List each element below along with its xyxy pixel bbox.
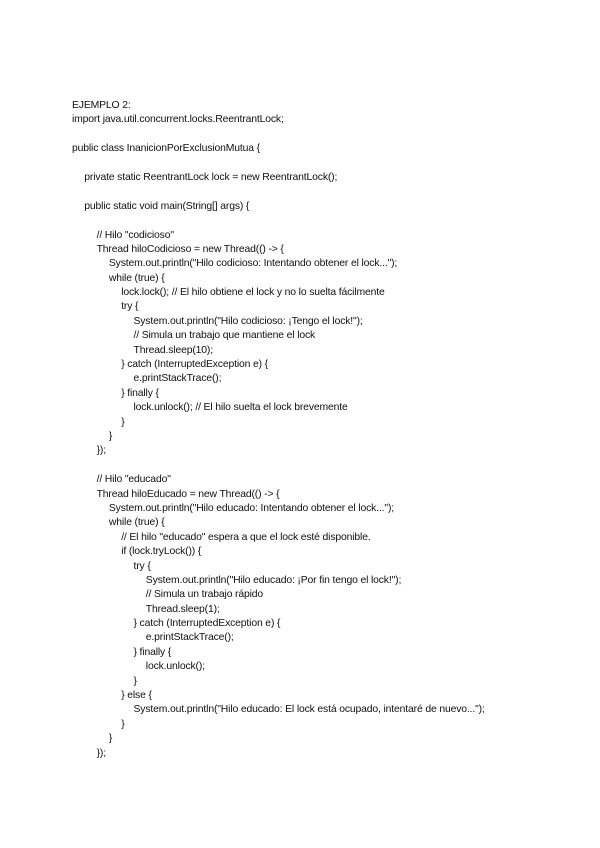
code-line: try { [121, 301, 139, 313]
code-line: System.out.println("Hilo codicioso: ¡Tengo el lock!"); [133, 315, 363, 327]
code-line: } catch (InterruptedException e) { [121, 359, 268, 371]
code-listing [72, 99, 592, 761]
code-line: try { [133, 560, 151, 572]
code-line: import java.util.concurrent.locks.ReentrantLock; [72, 114, 284, 126]
code-line: } finally { [121, 387, 159, 399]
code-line: // El hilo "educado" espera a que el lock esté disponible. [121, 531, 371, 543]
code-line: // Hilo "educado" [96, 474, 171, 486]
code-line: if (lock.tryLock()) { [121, 546, 202, 558]
code-line: // Simula un trabajo rápido [145, 589, 264, 601]
blank-line [72, 128, 592, 142]
code-line: } finally { [133, 646, 172, 658]
code-line: } [108, 430, 113, 442]
blank-line [72, 185, 592, 199]
code-line: System.out.println("Hilo educado: Intentando obtener el lock..."); [108, 502, 395, 514]
code-line: lock.unlock(); // El hilo suelta el lock brevemente [133, 402, 348, 414]
code-line: lock.unlock(); [145, 661, 205, 673]
code-line: System.out.println("Hilo educado: ¡Por fin tengo el lock!"); [145, 574, 402, 586]
code-line: } [108, 733, 113, 745]
code-line: public static void main(String[] args) { [84, 200, 250, 212]
code-line: lock.lock(); // El hilo obtiene el lock y no lo suelta fácilmente [121, 287, 385, 299]
code-line: } else { [121, 690, 152, 702]
code-line: }); [96, 747, 106, 759]
code-line: Thread.sleep(1); [145, 603, 220, 615]
code-line: Thread.sleep(10); [133, 344, 213, 356]
code-line: Thread hiloEducado = new Thread(() -> { [96, 488, 280, 500]
blank-line [72, 214, 592, 228]
code-line: // Hilo "codicioso" [96, 229, 174, 241]
code-line: public class InanicionPorExclusionMutua { [72, 143, 260, 155]
code-line: } [133, 675, 137, 687]
code-line: e.printStackTrace(); [133, 373, 222, 385]
blank-line [72, 459, 592, 473]
code-line: private static ReentrantLock lock = new ReentrantLock(); [84, 171, 338, 183]
code-line: } catch (InterruptedException e) { [133, 618, 281, 630]
code-line: }); [96, 445, 106, 457]
code-line: System.out.println("Hilo educado: El lock está ocupado, intentaré de nuevo..."); [133, 704, 485, 716]
code-line: } [121, 718, 125, 730]
blank-line [72, 157, 592, 171]
code-line: while (true) { [108, 272, 165, 284]
code-line: e.printStackTrace(); [145, 632, 234, 644]
code-line: } [121, 416, 125, 428]
code-line: while (true) { [108, 517, 165, 529]
code-line: // Simula un trabajo que mantiene el lock [133, 330, 316, 342]
code-line: System.out.println("Hilo codicioso: Intentando obtener el lock..."); [108, 258, 398, 270]
code-line: Thread hiloCodicioso = new Thread(() -> { [96, 243, 284, 255]
code-line: EJEMPLO 2: [72, 100, 131, 111]
